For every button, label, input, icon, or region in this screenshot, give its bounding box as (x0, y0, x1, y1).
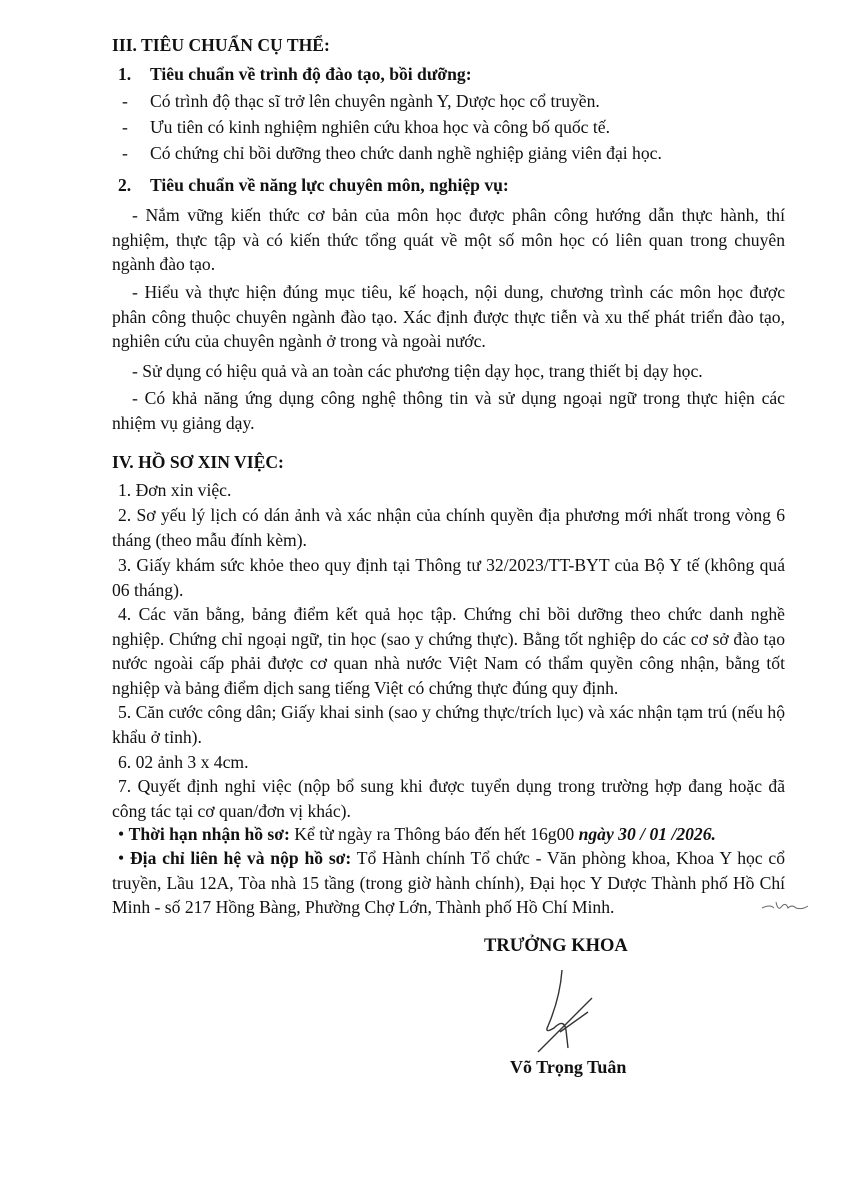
sub2-title: Tiêu chuẩn về năng lực chuyên môn, nghiệp vụ: (150, 175, 509, 195)
signatory-name: Võ Trọng Tuân (510, 1057, 627, 1077)
list-item: - Có trình độ thạc sĩ trở lên chuyên ngành Y, Dược học cổ truyền. (122, 91, 600, 111)
initials-mark-icon (760, 896, 810, 918)
address (112, 846, 785, 920)
section-3-sub1 (118, 62, 472, 87)
deadline (112, 822, 785, 847)
section-4-heading: IV. HỒ SƠ XIN VIỆC: (112, 452, 284, 472)
paragraph: - Có khả năng ứng dụng công nghệ thông tin và sử dụng ngoại ngữ trong thực hiện các nhiệm vụ giảng dạy. (112, 388, 785, 433)
sub2-number: 2. (118, 175, 132, 195)
paragraph: - Nắm vững kiến thức cơ bản của môn học được phân công hướng dẫn thực hành, thí nghiệm, thực tập và có kiến thức tổng quát về một số môn học có liên quan trong chuyên ngành đào tạo. (112, 205, 785, 274)
deadline-text: Kể từ ngày ra Thông báo đến hết 16g00 (294, 824, 575, 844)
signature-title: TRƯỞNG KHOA (484, 936, 628, 956)
list-item: 7. Quyết định nghỉ việc (nộp bổ sung khi được tuyển dụng trong trường hợp đang hoặc đã công tác tại cơ quan/đơn vị khác). (112, 776, 785, 821)
signature-icon (530, 968, 610, 1053)
list-item: 5. Căn cước công dân; Giấy khai sinh (sao y chứng thực/trích lục) và xác nhận tạm trú (nếu hộ khẩu ở tỉnh). (112, 702, 785, 747)
list-item: 1. Đơn xin việc. (118, 480, 232, 500)
bullet-icon: • (118, 824, 125, 844)
list-item: 3. Giấy khám sức khỏe theo quy định tại Thông tư 32/2023/TT-BYT của Bộ Y tế (không quá 06 tháng). (112, 555, 785, 600)
sub1-number: 1. (118, 64, 132, 84)
address-text: Tổ Hành chính Tổ chức - Văn phòng khoa, Khoa Y học cổ truyền, Lầu 12A, Tòa nhà 15 tầng (trong giờ hành chính), Đại học Y Dược Thành phố Hồ Chí Minh - số 217 Hồng Bàng, Phường Chợ Lớn, Thành phố Hồ Chí Minh. (112, 848, 785, 917)
list-item: 2. Sơ yếu lý lịch có dán ảnh và xác nhận của chính quyền địa phương mới nhất trong vòng 6 tháng (theo mẫu đính kèm). (112, 505, 785, 550)
list-item: - Có chứng chỉ bồi dưỡng theo chức danh nghề nghiệp giảng viên đại học. (122, 143, 662, 163)
section-3-heading: III. TIÊU CHUẨN CỤ THỂ: (112, 35, 330, 55)
bullet-icon: • (118, 848, 125, 868)
deadline-label: Thời hạn nhận hồ sơ: (128, 824, 290, 844)
paragraph: - Sử dụng có hiệu quả và an toàn các phương tiện dạy học, trang thiết bị dạy học. (132, 361, 703, 381)
paragraph: - Hiểu và thực hiện đúng mục tiêu, kế hoạch, nội dung, chương trình các môn học được phân công thuộc chuyên ngành đào tạo. Xác định được thực tiễn và xu thế phát triển đào tạo, nghiên cứu của chuyên ngành ở trong và ngoài nước. (112, 282, 785, 351)
list-item: 4. Các văn bằng, bảng điểm kết quả học tập. Chứng chỉ bồi dưỡng theo chức danh nghề nghiệp. Chứng chỉ ngoại ngữ, tin học (sao y chứng thực). Bằng tốt nghiệp do các cơ sở đào tạo nước ngoài cấp phải được cơ quan nhà nước Việt Nam có thẩm quyền công nhận, bằng tốt nghiệp và bảng điểm dịch sang tiếng Việt có chứng thực đúng quy định. (112, 604, 785, 698)
address-label: Địa chỉ liên hệ và nộp hồ sơ: (129, 848, 352, 868)
list-item: - Ưu tiên có kinh nghiệm nghiên cứu khoa học và công bố quốc tế. (122, 117, 610, 137)
list-item: 6. 02 ảnh 3 x 4cm. (118, 752, 249, 772)
section-3-sub2 (118, 173, 509, 198)
sub1-title: Tiêu chuẩn về trình độ đào tạo, bồi dưỡng: (150, 64, 472, 84)
deadline-date: ngày 30 / 01 /2026. (578, 824, 716, 844)
